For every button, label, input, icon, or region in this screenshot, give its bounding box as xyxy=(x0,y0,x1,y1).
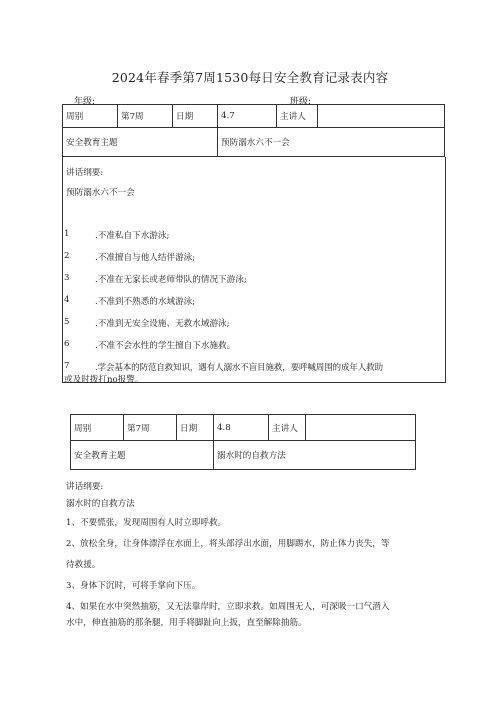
table-row xyxy=(71,415,416,441)
list-item: .不准不会水性的学生擅自下水施救。 xyxy=(95,341,236,351)
table-row xyxy=(63,128,445,157)
table-row xyxy=(63,105,445,128)
outline-title: 溺水时的自救方法 xyxy=(66,499,135,509)
week-label: 周别 xyxy=(71,415,124,441)
paragraph-line: 1、不要慌张，发现周围有人时立即呼救。 xyxy=(66,518,227,528)
list-item-number: 6 xyxy=(64,339,70,349)
list-item-number: 4 xyxy=(64,295,70,305)
list-item-number: 5 xyxy=(64,317,70,327)
paragraph-line: 3、身体下沉时，可将手掌向下压。 xyxy=(66,581,201,591)
list-item-number: 7 xyxy=(64,361,70,371)
list-item: .不准到不熟悉的水域游泳; xyxy=(95,297,196,307)
date-value: 4.8 xyxy=(214,415,269,441)
week-label: 周别 xyxy=(63,105,118,128)
record-table-1 xyxy=(62,104,445,157)
list-item-number: 3 xyxy=(64,273,70,283)
speaker-label: 主讲人 xyxy=(277,105,318,128)
list-item-number: 2 xyxy=(64,251,70,261)
week-value: 第7周 xyxy=(118,105,173,128)
speaker-value xyxy=(306,415,416,441)
grade-label: 年级: xyxy=(74,97,96,107)
week-value: 第7周 xyxy=(124,415,177,441)
topic-value: 溺水时的自救方法 xyxy=(214,441,416,470)
list-item: .学会基本的防范自救知识，遇有人溺水不盲目施救，要呼喊周围的成年人救助 xyxy=(95,363,383,373)
list-item: .不准擅自与他人结伴游泳; xyxy=(95,253,196,263)
outline-label: 讲话纲要: xyxy=(66,168,104,178)
class-label: 班级: xyxy=(290,97,312,107)
date-label: 日期 xyxy=(173,105,218,128)
topic-label: 安全教育主题 xyxy=(71,441,214,470)
topic-value: 预防溺水六不一会 xyxy=(218,128,445,157)
list-item: .不准私自下水游泳; xyxy=(95,231,170,241)
page-title: 2024年春季第7周1530每日安全教育记录表内容 xyxy=(111,70,389,85)
list-item-number: 1 xyxy=(64,229,70,239)
list-item: .不准到无安全设施、无救水域游泳; xyxy=(95,319,230,329)
date-value: 4.7 xyxy=(218,105,277,128)
list-item-continuation: 或及时拨打no报警。 xyxy=(64,375,144,385)
paragraph-line: 2、放松全身，让身体漂浮在水面上，将头部浮出水面，用脚踢水，防止体力丧失，等 xyxy=(66,539,390,549)
speaker-label: 主讲人 xyxy=(269,415,306,441)
paragraph-line: 待救援。 xyxy=(66,560,101,570)
table-row xyxy=(71,441,416,470)
paragraph-line: 水中，伸直抽筋的那条腿，用手将脚趾向上扳，直至解除抽筋。 xyxy=(66,618,307,628)
speaker-value xyxy=(318,105,445,128)
topic-label: 安全教育主题 xyxy=(63,128,218,157)
date-label: 日期 xyxy=(177,415,214,441)
list-item: .不准在无家长或老师带队的情况下游泳; xyxy=(95,275,247,285)
record-table-2 xyxy=(70,414,416,470)
outline-label: 讲话纲要: xyxy=(66,482,104,492)
paragraph-line: 4、如果在水中突然抽筋，又无法靠岸时，立即求救。如周围无人，可深吸一口气潜入 xyxy=(66,602,390,612)
outline-title: 预防溺水六不一会 xyxy=(66,188,135,198)
